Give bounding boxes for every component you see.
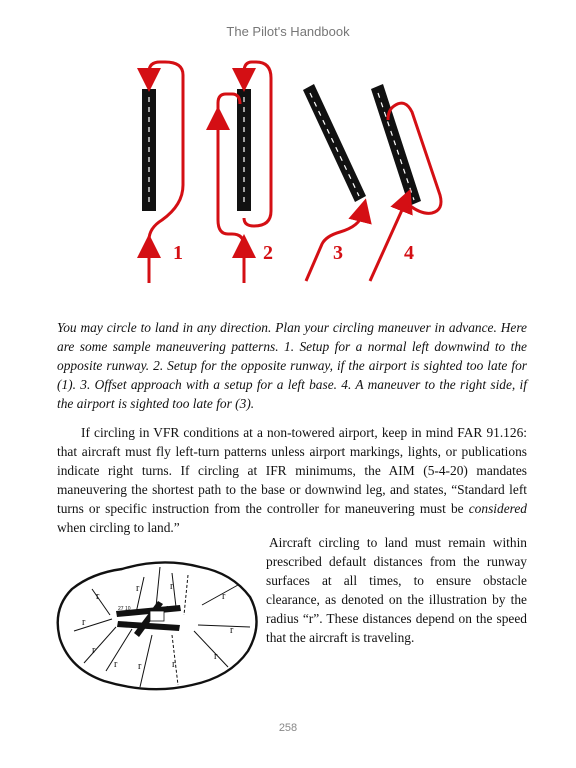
runway-label-a: 27 10 bbox=[118, 606, 131, 612]
approach-path-4 bbox=[370, 200, 406, 281]
svg-text:r: r bbox=[230, 625, 234, 636]
runway-3 bbox=[303, 84, 366, 202]
pattern-label-3: 3 bbox=[333, 242, 343, 264]
body-paragraph-italic: considered bbox=[468, 501, 527, 516]
svg-text:r: r bbox=[214, 651, 218, 662]
runway-label-b: 9 28 bbox=[166, 606, 176, 612]
svg-text:r: r bbox=[92, 645, 96, 656]
svg-text:r: r bbox=[96, 591, 100, 602]
svg-text:r: r bbox=[222, 591, 226, 602]
circling-patterns-figure bbox=[0, 0, 576, 300]
circling-area-figure bbox=[52, 555, 262, 695]
svg-text:r: r bbox=[136, 583, 140, 594]
pattern-label-4: 4 bbox=[404, 242, 414, 264]
svg-text:r: r bbox=[114, 659, 118, 670]
svg-text:r: r bbox=[170, 581, 174, 592]
runway-4 bbox=[371, 84, 421, 206]
book-title: The Pilot's Handbook bbox=[226, 24, 350, 39]
pattern-label-2: 2 bbox=[263, 242, 273, 264]
side-paragraph: Aircraft circling to land must remain within prescribed default distances from the runway surfaces at all times, to ensure obstacle clearance, as denoted on the illustration by the radius “r”. These distances depend on the speed that the aircraft is traveling. bbox=[266, 535, 527, 645]
body-paragraph-text: If circling in VFR conditions at a non-towered airport, keep in mind FAR 91.126: that aircraft must fly left-turn patterns unless airport markings, lights, or publications indicate right turns. If circling at IFR minimums, the AIM (5-4-20) mandates maneuvering the shortest path to the base or downwind leg, and states, “Standard left turns or specific instruction from the controller for maneuvering must be bbox=[57, 425, 527, 516]
body-paragraph bbox=[57, 423, 527, 537]
svg-text:r: r bbox=[138, 661, 142, 672]
page-number: 258 bbox=[278, 722, 298, 734]
pattern-label-1: 1 bbox=[173, 242, 183, 264]
body-paragraph-end: when circling to land.” bbox=[57, 520, 180, 535]
svg-text:r: r bbox=[82, 617, 86, 628]
runway-label-c: 28 13 bbox=[118, 622, 131, 628]
figure-caption: You may circle to land in any direction. Plan your circling maneuver in advance. Here are some sample maneuvering patterns. 1. Setup for a normal left downwind to the opposite runway. 2. Setup for the opposite runway, if the airport is sighted too late for (1). 3. Offset approach with a setup for a left base. 4. A maneuver to the right side, if the airport is sighted too late for (3). bbox=[57, 320, 527, 411]
svg-text:r: r bbox=[172, 659, 176, 670]
